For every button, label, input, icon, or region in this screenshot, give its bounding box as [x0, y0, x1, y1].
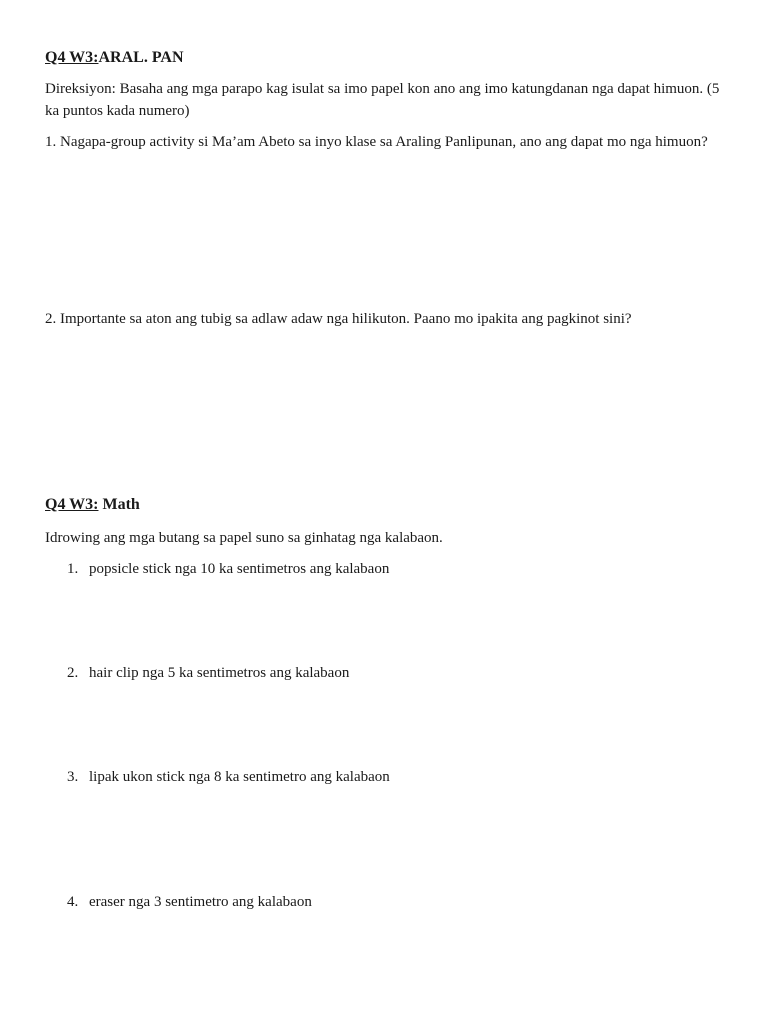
- aral-pan-question-2: 2. Importante sa aton ang tubig sa adlaw adaw nga hilikuton. Paano mo ipakita ang pagkinot sini?: [45, 311, 632, 327]
- math-item-text: hair clip nga 5 ka sentimetros ang kalabaon: [89, 665, 350, 681]
- math-item-text: eraser nga 3 sentimetro ang kalabaon: [89, 894, 312, 910]
- aral-pan-question-1: 1. Nagapa-group activity si Ma’am Abeto sa inyo klase sa Araling Panlipunan, ano ang dapat mo nga himuon?: [45, 134, 708, 150]
- math-heading: [45, 494, 725, 516]
- aral-pan-heading: [45, 47, 725, 69]
- math-item-4: [67, 891, 707, 913]
- math-item-number: 1.: [67, 561, 79, 577]
- math-direction: Idrowing ang mga butang sa papel suno sa ginhatag nga kalabaon.: [45, 530, 443, 546]
- math-item-number: 2.: [67, 665, 79, 681]
- math-heading-subject: Math: [102, 496, 140, 513]
- math-item-text: lipak ukon stick nga 8 ka sentimetro ang kalabaon: [89, 769, 390, 785]
- aral-pan-heading-code: Q4 W3:: [45, 49, 99, 66]
- math-item-2: [67, 662, 707, 684]
- math-item-number: 4.: [67, 894, 79, 910]
- math-item-1: [67, 558, 707, 580]
- aral-pan-direction: Direksiyon: Basaha ang mga parapo kag isulat sa imo papel kon ano ang imo katungdanan nga dapat himuon. (5 ka puntos kada numero): [45, 81, 720, 119]
- aral-pan-heading-subject: ARAL. PAN: [98, 49, 184, 66]
- math-item-3: [67, 766, 707, 788]
- math-heading-code: Q4 W3:: [45, 496, 99, 513]
- math-item-text: popsicle stick nga 10 ka sentimetros ang kalabaon: [89, 561, 390, 577]
- math-item-number: 3.: [67, 769, 79, 785]
